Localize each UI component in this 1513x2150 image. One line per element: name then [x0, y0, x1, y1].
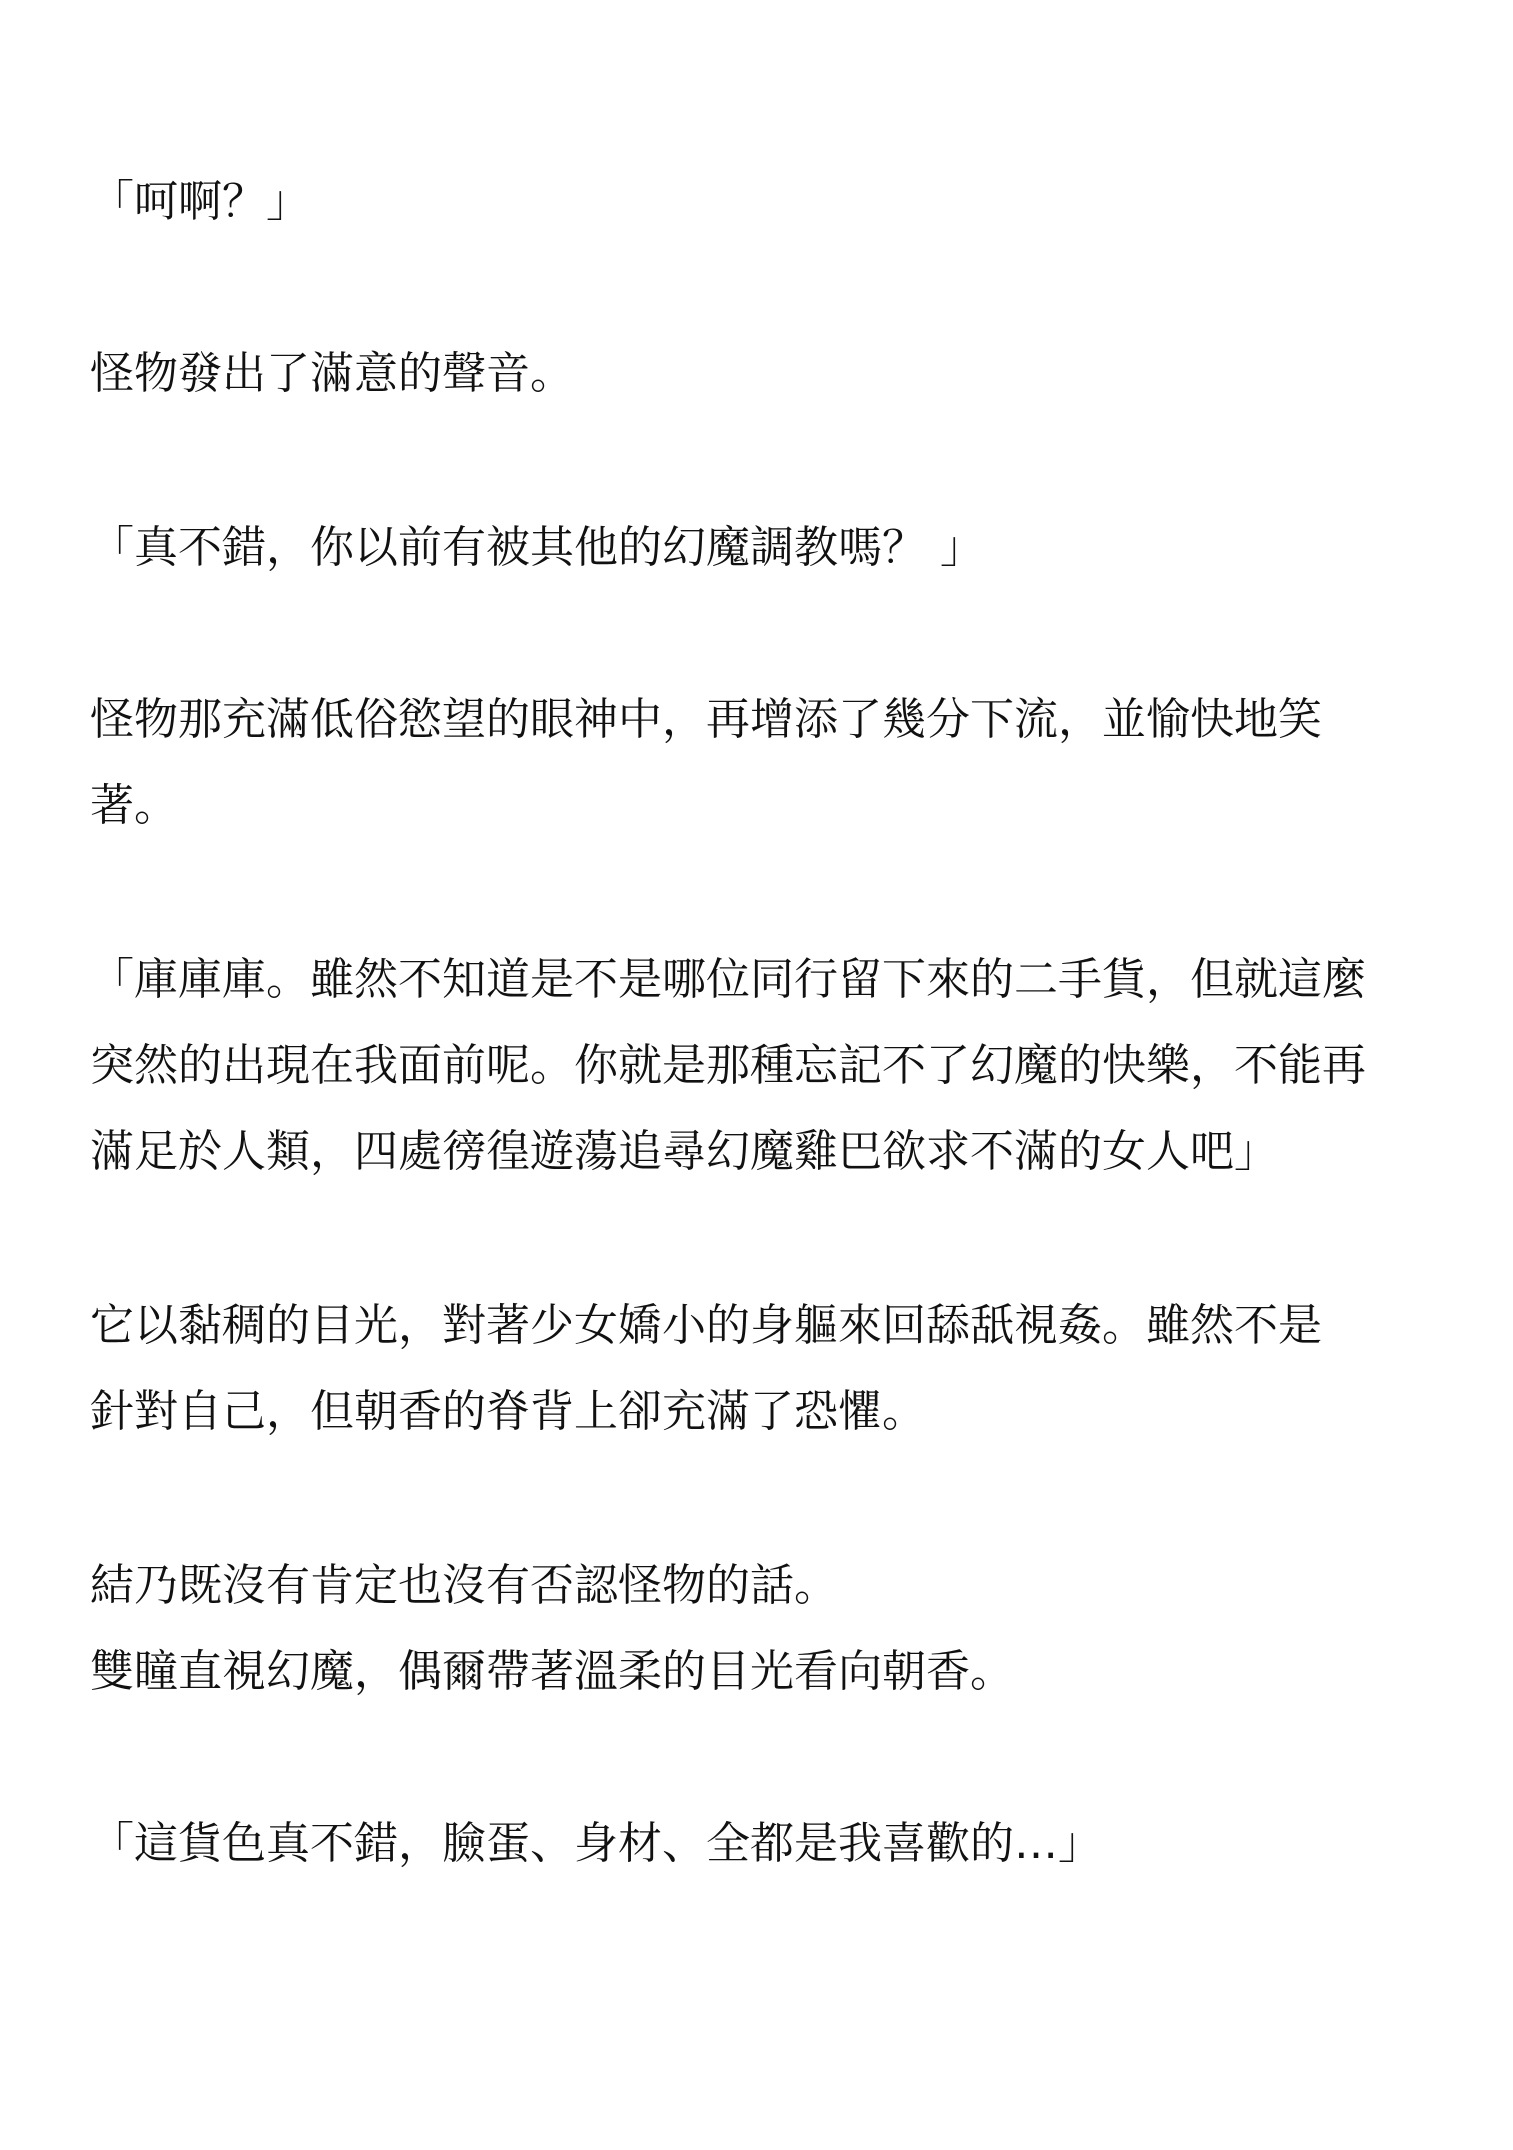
- text-line: 它以黏稠的目光，對著少女嬌小的身軀來回舔舐視姦。雖然不是: [90, 1300, 1322, 1351]
- text-line: 怪物那充滿低俗慾望的眼神中，再增添了幾分下流，並愉快地笑: [90, 694, 1322, 745]
- text-line: 滿足於人類，四處徬徨遊蕩追尋幻魔雞巴欲求不滿的女人吧」: [90, 1126, 1278, 1177]
- text-line: 「呵啊？」: [90, 176, 310, 227]
- text-line: 雙瞳直視幻魔，偶爾帶著溫柔的目光看向朝香。: [90, 1646, 1014, 1697]
- text-line: 著。: [90, 780, 178, 831]
- text-line: 突然的出現在我面前呢。你就是那種忘記不了幻魔的快樂，不能再: [90, 1040, 1366, 1091]
- text-line: 針對自己，但朝香的脊背上卻充滿了恐懼。: [90, 1386, 926, 1437]
- text-line: 結乃既沒有肯定也沒有否認怪物的話。: [90, 1560, 838, 1611]
- text-line: 「真不錯，你以前有被其他的幻魔調教嗎？ 」: [90, 522, 984, 573]
- text-line: 怪物發出了滿意的聲音。: [90, 348, 574, 399]
- text-line: 「庫庫庫。雖然不知道是不是哪位同行留下來的二手貨，但就這麼: [90, 954, 1366, 1005]
- text-line: 「這貨色真不錯，臉蛋、身材、全都是我喜歡的…」: [90, 1818, 1102, 1869]
